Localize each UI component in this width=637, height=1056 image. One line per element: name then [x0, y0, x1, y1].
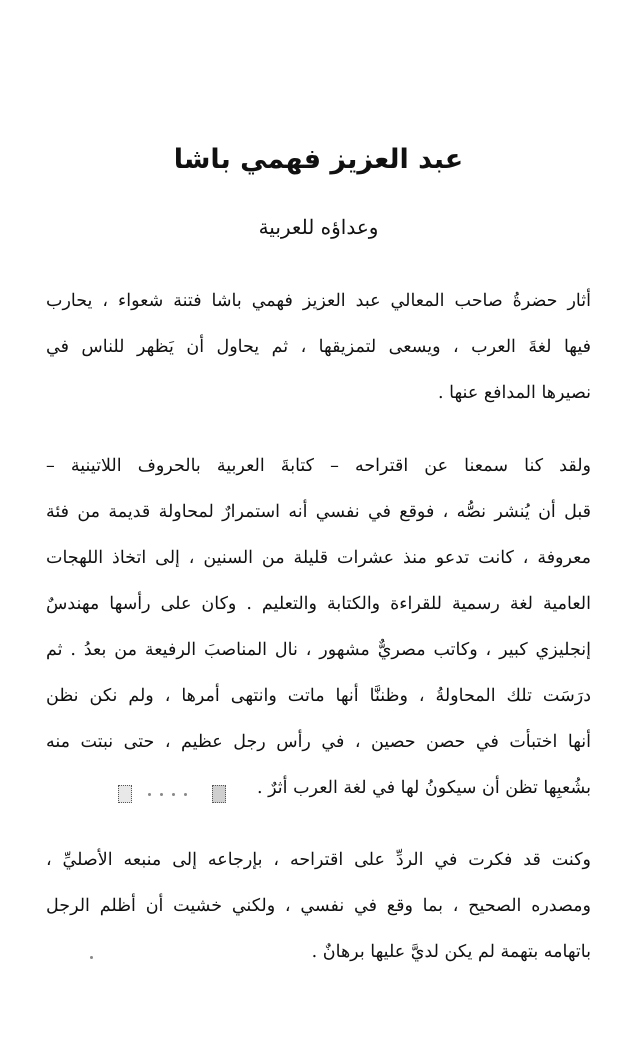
text-line: العامية لغة رسمية للقراءة والكتابة والتعليم . وكان على رأسها مهندسٌ: [46, 594, 591, 614]
text-line: أثار حضرةُ صاحب المعالي عبد العزيز فهمي باشا فتنة شعواء ، يحارب: [46, 291, 591, 311]
scan-speck: [172, 793, 175, 796]
page-title: عبد العزيز فهمي باشا: [173, 144, 464, 175]
scan-artifact-mark: [212, 785, 226, 803]
text-line: ولقد كنا سمعنا عن اقتراحه – كتابةَ العربية بالحروف اللاتينية –: [46, 456, 591, 476]
text-line: درَسَت تلك المحاولةُ ، وظننَّا أنها ماتت وانتهى أمرها ، ولم نكن نظن: [46, 686, 591, 706]
text-line: باتهامه بتهمة لم يكن لديَّ عليها برهانٌ .: [311, 942, 591, 962]
text-line: وكنت قد فكرت في الردِّ على اقتراحه ، بإرجاعه إلى منبعه الأصليِّ ،: [46, 850, 591, 870]
scan-speck: [148, 793, 151, 796]
scan-speck: [90, 956, 93, 959]
page-subtitle: وعداؤه للعربية: [258, 215, 379, 239]
scan-speck: [184, 793, 187, 796]
text-line: قبل أن يُنشر نصُّه ، فوقع في نفسي أنه استمرارٌ لمحاولة قديمة من فئة: [46, 502, 591, 522]
text-line: بشُعبِها تظن أن سيكونُ لها في لغة العرب أثرٌ .: [257, 778, 591, 798]
text-line: إنجليزي كبير ، وكاتب مصريٌّ مشهور ، نال المناصبَ الرفيعة من بعدُ . ثم: [46, 640, 591, 660]
scan-speck: [160, 793, 163, 796]
text-line: فيها لغةَ العرب ، ويسعى لتمزيقها ، ثم يحاول أن يَظهر للناس في: [46, 337, 591, 357]
scan-artifact-mark: [118, 785, 132, 803]
text-line: ومصدره الصحيح ، بما وقع في نفسي ، ولكني خشيت أن أظلم الرجل: [46, 896, 591, 916]
text-line: أنها اختبأت في حصن حصين ، في رأس رجل عظيم ، حتى نبتت منه: [46, 732, 591, 752]
text-line: معروفة ، كانت تدعو منذ عشرات قليلة من السنين ، إلى اتخاذ اللهجات: [46, 548, 591, 568]
text-line: نصيرها المدافع عنها .: [438, 383, 591, 403]
